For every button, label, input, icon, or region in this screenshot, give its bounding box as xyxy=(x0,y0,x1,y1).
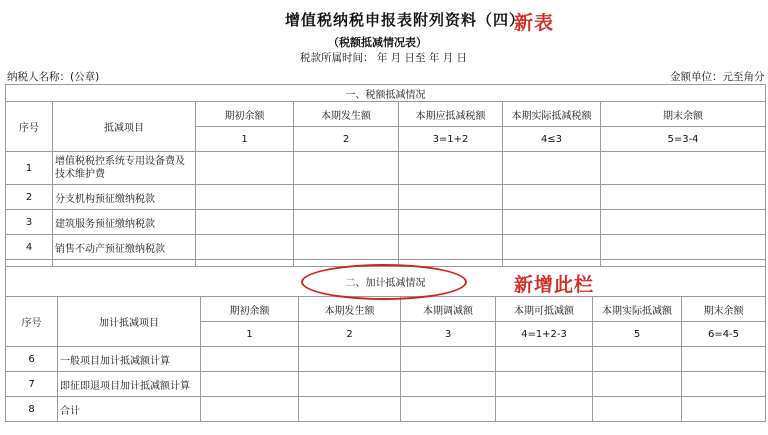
data-cell[interactable] xyxy=(294,185,399,210)
row-item: 分支机构预征缴纳税款 xyxy=(53,185,196,210)
table-row xyxy=(6,152,766,185)
formula-cell: 1 xyxy=(201,322,299,347)
data-cell[interactable] xyxy=(299,397,401,422)
data-cell[interactable] xyxy=(201,397,299,422)
formula-cell: 3 xyxy=(401,322,496,347)
row-seq: 4 xyxy=(6,235,53,260)
formula-cell: 2 xyxy=(294,127,399,152)
data-cell[interactable] xyxy=(682,347,766,372)
formula-cell: 2 xyxy=(299,322,401,347)
col-current-amount: 本期发生额 xyxy=(294,102,399,127)
row-seq: 7 xyxy=(6,372,58,397)
col-item-header: 加计抵减项目 xyxy=(58,297,201,347)
section1-heading: 一、税额抵减情况 xyxy=(6,85,766,102)
row-item: 增值税税控系统专用设备费及技术维护费 xyxy=(53,152,196,185)
data-cell[interactable] xyxy=(401,347,496,372)
table-row xyxy=(6,185,766,210)
tax-period-line: 税款所属时间： 年 月 日至 年 月 日 xyxy=(300,52,468,64)
data-cell[interactable] xyxy=(401,397,496,422)
data-cell[interactable] xyxy=(399,152,503,185)
formula-cell: 1 xyxy=(196,127,294,152)
col-closing-balance: 期末余额 xyxy=(601,102,766,127)
data-cell[interactable] xyxy=(294,210,399,235)
col-adjust-reduction: 本期调减额 xyxy=(401,297,496,322)
row-item: 销售不动产预征缴纳税款 xyxy=(53,235,196,260)
col-actual-offset: 本期实际抵减税额 xyxy=(503,102,601,127)
form-title: 增值税纳税申报表附列资料（四） xyxy=(285,11,526,29)
col-seq-header: 序号 xyxy=(6,297,58,347)
form-subtitle: （税额抵减情况表） xyxy=(328,36,427,49)
data-cell[interactable] xyxy=(593,397,682,422)
data-cell[interactable] xyxy=(593,372,682,397)
col-due-offset: 本期应抵减税额 xyxy=(399,102,503,127)
col-item-header: 抵减项目 xyxy=(53,102,196,152)
new-section-annotation: 新增此栏 xyxy=(514,274,595,296)
data-cell[interactable] xyxy=(196,152,294,185)
data-cell[interactable] xyxy=(299,347,401,372)
data-cell[interactable] xyxy=(401,372,496,397)
col-closing-balance: 期末余额 xyxy=(682,297,766,322)
row-seq: 6 xyxy=(6,347,58,372)
col-opening-balance: 期初余额 xyxy=(196,102,294,127)
formula-cell: 5 xyxy=(593,322,682,347)
formula-cell: 5=3-4 xyxy=(601,127,766,152)
data-cell[interactable] xyxy=(196,235,294,260)
formula-cell: 4=1+2-3 xyxy=(496,322,593,347)
data-cell[interactable] xyxy=(682,372,766,397)
formula-cell: 4≤3 xyxy=(503,127,601,152)
data-cell[interactable] xyxy=(399,185,503,210)
data-cell[interactable] xyxy=(593,347,682,372)
data-cell[interactable] xyxy=(196,210,294,235)
col-current-amount: 本期发生额 xyxy=(299,297,401,322)
data-cell[interactable] xyxy=(601,210,766,235)
row-item: 建筑服务预征缴纳税款 xyxy=(53,210,196,235)
data-cell[interactable] xyxy=(496,372,593,397)
data-cell[interactable] xyxy=(201,372,299,397)
taxpayer-name-label: 纳税人名称：(公章) xyxy=(7,71,100,83)
table-row xyxy=(6,210,766,235)
data-cell[interactable] xyxy=(294,152,399,185)
row-seq: 3 xyxy=(6,210,53,235)
data-cell[interactable] xyxy=(399,210,503,235)
data-cell[interactable] xyxy=(503,235,601,260)
row-seq: 2 xyxy=(6,185,53,210)
data-cell[interactable] xyxy=(601,152,766,185)
row-item: 即征即退项目加计抵减额计算 xyxy=(58,372,201,397)
table-row xyxy=(6,235,766,260)
data-cell[interactable] xyxy=(399,235,503,260)
data-cell[interactable] xyxy=(682,397,766,422)
data-cell[interactable] xyxy=(196,185,294,210)
new-table-annotation: 新表 xyxy=(514,12,555,34)
data-cell[interactable] xyxy=(503,185,601,210)
table-row xyxy=(6,397,766,422)
highlight-ellipse xyxy=(301,264,467,300)
col-actual-deduction: 本期实际抵减额 xyxy=(593,297,682,322)
tax-offset-table xyxy=(5,84,766,285)
data-cell[interactable] xyxy=(294,235,399,260)
row-item: 一般项目加计抵减额计算 xyxy=(58,347,201,372)
row-seq: 1 xyxy=(6,152,53,185)
formula-cell: 3=1+2 xyxy=(399,127,503,152)
table-row xyxy=(6,347,766,372)
data-cell[interactable] xyxy=(496,397,593,422)
formula-cell: 6=4-5 xyxy=(682,322,766,347)
data-cell[interactable] xyxy=(201,347,299,372)
data-cell[interactable] xyxy=(601,235,766,260)
data-cell[interactable] xyxy=(503,152,601,185)
col-seq-header: 序号 xyxy=(6,102,53,152)
data-cell[interactable] xyxy=(299,372,401,397)
data-cell[interactable] xyxy=(496,347,593,372)
row-item: 合计 xyxy=(58,397,201,422)
amount-unit-label: 金额单位：元至角分 xyxy=(670,71,765,83)
row-seq: 8 xyxy=(6,397,58,422)
col-opening-balance: 期初余额 xyxy=(201,297,299,322)
data-cell[interactable] xyxy=(503,210,601,235)
section2-heading: 二、加计抵减情况 xyxy=(6,267,766,297)
col-available-deduction: 本期可抵减额 xyxy=(496,297,593,322)
data-cell[interactable] xyxy=(601,185,766,210)
table-row xyxy=(6,372,766,397)
